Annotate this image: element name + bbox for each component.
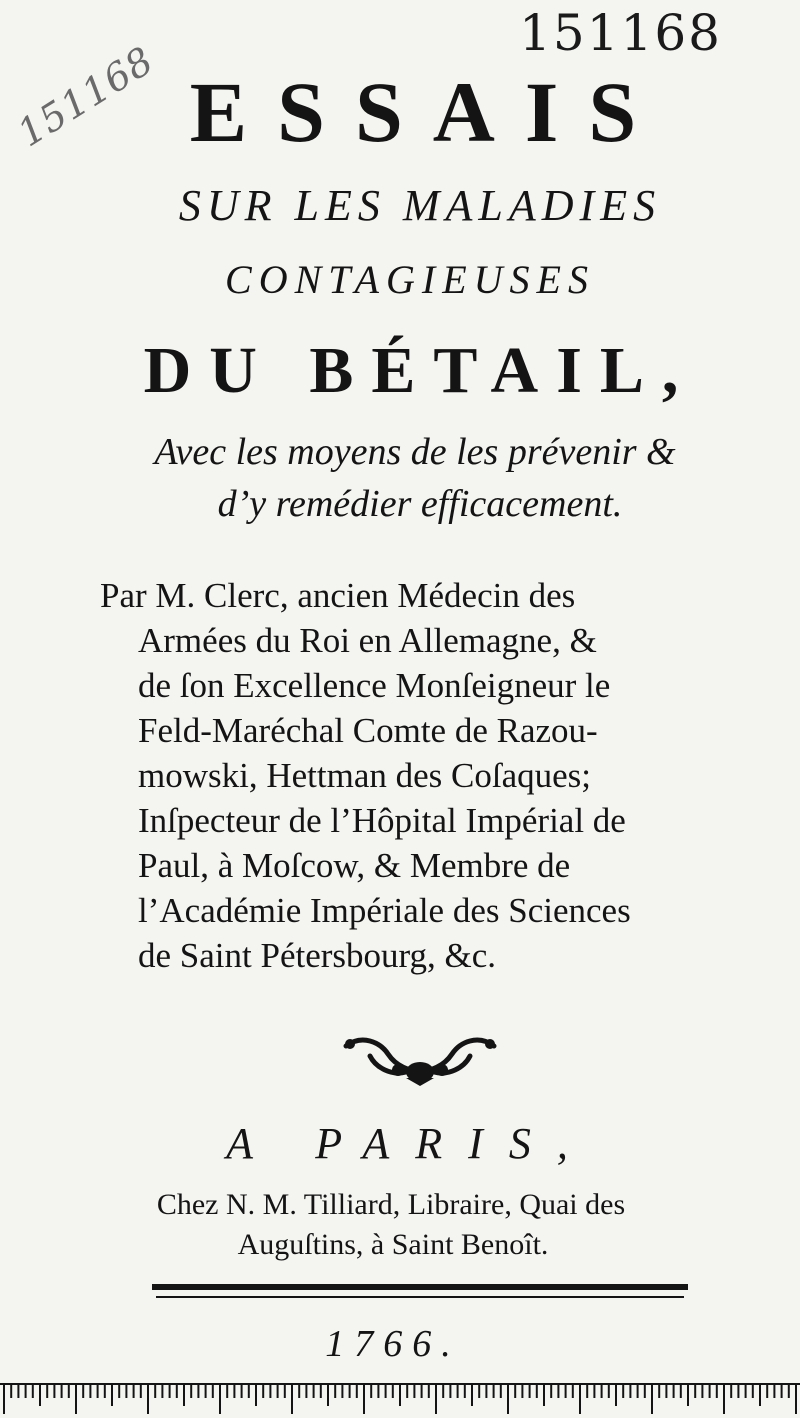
author-line: de ſon Excellence Monſeigneur le xyxy=(138,666,611,705)
imprint-address: Auguſtins, à Saint Benoît. xyxy=(237,1228,549,1261)
author-line: de Saint Pétersbourg, &c. xyxy=(138,936,497,975)
title-line-2: SUR LES MALADIES xyxy=(178,181,662,230)
author-line: Inſpecteur de l’Hôpital Impérial de xyxy=(138,801,626,840)
author-statement xyxy=(100,573,780,978)
handwritten-shelfmark: 151168 xyxy=(10,37,162,156)
subtitle-line-2: d’y remédier efficacement. xyxy=(217,483,623,525)
title-line-4: DU BÉTAIL, xyxy=(143,334,697,407)
title-main: ESSAIS xyxy=(189,64,667,160)
author-line: Feld-Maréchal Comte de Razou- xyxy=(138,711,598,750)
decorative-double-rule xyxy=(150,1282,690,1302)
author-line: Paul, à Moſcow, & Membre de xyxy=(138,846,571,885)
author-line: Par M. Clerc, ancien Médecin des xyxy=(100,576,576,615)
author-line: Armées du Roi en Allemagne, & xyxy=(138,621,597,660)
subtitle-line-1: Avec les moyens de les prévenir & xyxy=(154,431,676,473)
imprint-city: A PARIS, xyxy=(226,1119,594,1168)
imprint-year: 1766. xyxy=(325,1323,461,1365)
measurement-ruler xyxy=(0,1382,800,1418)
library-stamp-number: 151168 xyxy=(519,4,722,62)
title-line-3: CONTAGIEUSES xyxy=(225,257,595,302)
imprint-publisher: Chez N. M. Tilliard, Libraire, Quai des xyxy=(156,1188,626,1221)
author-line: mowski, Hettman des Coſaques; xyxy=(138,756,592,795)
author-line: l’Académie Impériale des Sciences xyxy=(138,891,631,930)
printer-ornament-icon xyxy=(340,1032,500,1088)
